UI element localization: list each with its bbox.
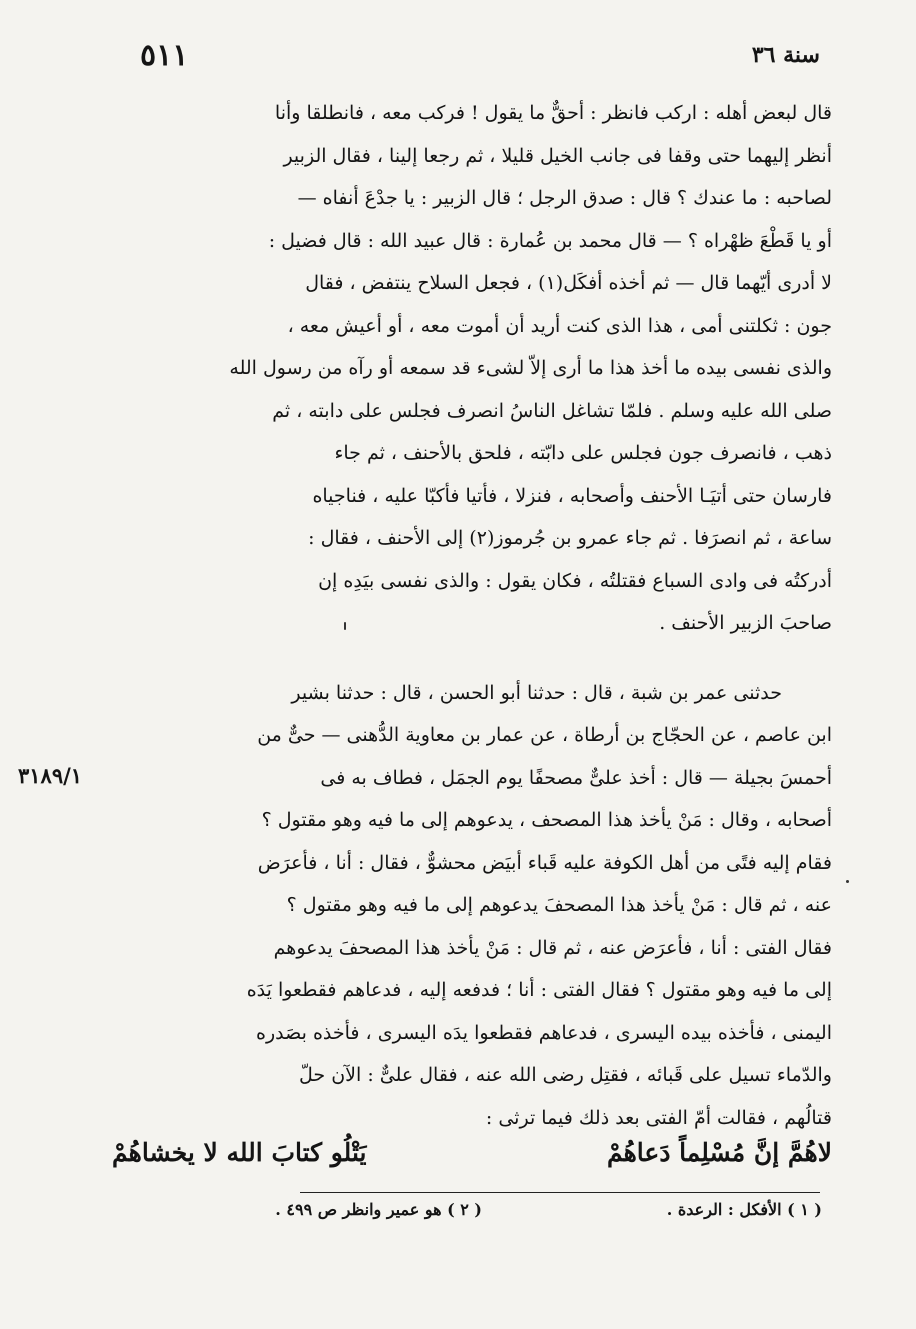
text-line: فقال الفتى : أنا ، فأعرَض عنه ، ثم قال : مَنْ يأخذ هذا المصحفَ يدعوهم — [273, 936, 832, 959]
text-line: صاحبَ الزبير الأحنف . — [659, 612, 832, 634]
print-speck — [344, 622, 346, 630]
text-line: لا أدرى أيّهما قال — ثم أخذه أفكَل(١) ، فجعل السلاح ينتفض ، فقال — [305, 272, 832, 294]
page-header — [140, 38, 820, 74]
text-line: حدثنى عمر بن شبة ، قال : حدثنا أبو الحسن ، قال : حدثنا بشير — [291, 681, 782, 704]
main-text — [112, 92, 832, 1139]
text-line: أنظر إليهما حتى وقفا فى جانب الخيل قليلا ، ثم رجعا إلينا ، فقال الزبير — [283, 144, 832, 167]
paragraph-gap — [112, 645, 832, 672]
verse-second-hemistich: يَتْلُو كتابَ الله لا يخشاهُمْ — [112, 1138, 367, 1167]
text-line: اليمنى ، فأخذه بيده اليسرى ، فدعاهم فقطعوا يدَه اليسرى ، فأخذه بصَدره — [256, 1021, 832, 1044]
text-line: صلى الله عليه وسلم . فلمّا تشاغل الناسُ انصرف فجلس على دابته ، ثم — [272, 399, 832, 422]
text-line: جون : ثكلتنى أمى ، هذا الذى كنت أريد أن أموت معه ، أو أعيش معه ، — [287, 314, 832, 337]
text-line: فارسان حتى أتيَـا الأحنف وأصحابه ، فنزلا ، فأتيا فأكبّا عليه ، فناجياه — [312, 484, 832, 507]
text-line: قتالُهم ، فقالت أمّ الفتى بعد ذلك فيما ترثى : — [485, 1106, 832, 1129]
footnote-2: ( ٢ ) هو عمير وانظر ص ٤٩٩ . — [275, 1200, 482, 1219]
text-line: قال لبعض أهله : اركب فانظر : أحقٌّ ما يقول ! فركب معه ، فانطلقا وأنا — [274, 102, 832, 124]
text-line: أدركتُه فى وادى السباع فقتلتُه ، فكان يقول : والذى نفسى بيَدِه إن — [318, 569, 832, 592]
text-line: أو يا قَطْعَ ظهْراه ؟ — قال محمد بن عُمارة : قال عبيد الله : قال فضيل : — [268, 229, 832, 252]
verse-first-hemistich: لاهُمَّ إنَّ مُسْلِماً دَعاهُمْ — [606, 1138, 832, 1167]
poetry-verse — [112, 1138, 832, 1188]
footnote-divider — [300, 1192, 820, 1193]
text-line: فقام إليه فتًى من أهل الكوفة عليه قَباء أبيَض محشوٌّ ، فقال : أنا ، فأعرَض — [257, 851, 832, 874]
text-line: أحمسَ بجيلة — قال : أخذ علىٌّ مصحفًا يوم الجمَل ، فطاف به فى — [320, 766, 832, 789]
text-line: إلى ما فيه وهو مقتول ؟ فقال الفتى : أنا ؛ فدفعه إليه ، فدعاهم فقطعوا يَدَه — [246, 979, 832, 1001]
text-line: والدّماء تسيل على قَبائه ، فقتِل رضى الله عنه ، فقال علىٌّ : الآن حلّ — [299, 1064, 832, 1086]
footnote-1: ( ١ ) الأفكل : الرعدة . — [666, 1200, 822, 1219]
running-title: سنة ٣٦ — [751, 42, 820, 68]
print-speck — [846, 880, 849, 883]
text-line: أصحابه ، وقال : مَنْ يأخذ هذا المصحف ، يدعوهم إلى ما فيه وهو مقتول ؟ — [261, 809, 832, 831]
text-line: عنه ، ثم قال : مَنْ يأخذ هذا المصحفَ يدعوهم إلى ما فيه وهو مقتول ؟ — [286, 894, 832, 916]
text-line: لصاحبه : ما عندك ؟ قال : صدق الرجل ؛ قال الزبير : يا جدْعَ أنفاه — — [297, 187, 832, 209]
text-line: ذهب ، فانصرف جون فجلس على دابّته ، فلحق بالأحنف ، ثم جاء — [334, 442, 832, 464]
footnotes — [112, 1200, 822, 1230]
text-line: ابن عاصم ، عن الحجّاج بن أرطاة ، عن عمار بن معاوية الدُّهنى — حىٌّ من — [257, 724, 832, 746]
margin-reference: ٣١٨٩/١ — [18, 763, 83, 788]
text-line: والذى نفسى بيده ما أخذ هذا ما أرى إلاّ لشىء قد سمعه أو رآه من رسول الله — [229, 357, 832, 379]
page-number: ٥١١ — [140, 38, 189, 73]
text-line: ساعة ، ثم انصرَفا . ثم جاء عمرو بن جُرموز(٢) إلى الأحنف ، فقال : — [308, 527, 832, 549]
